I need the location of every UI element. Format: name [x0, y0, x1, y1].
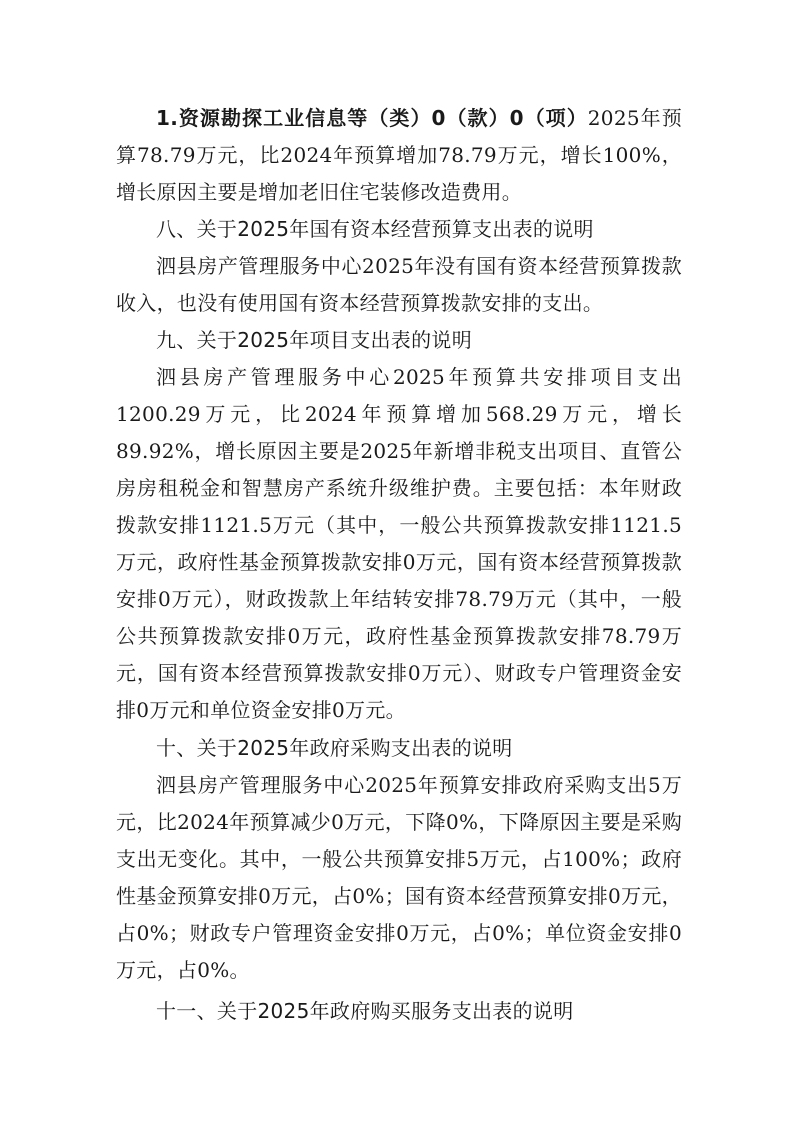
section11-heading: 十一、关于2025年政府购买服务支出表的说明	[156, 999, 574, 1023]
section8-heading: 八、关于2025年国有资本经营预算支出表的说明	[156, 217, 594, 241]
item1-body: 2025年预算78.79万元，比2024年预算增加78.79万元，增长100%，增长原因主要是增加老旧住宅装修改造费用。	[116, 106, 682, 204]
section10-paragraph: 泗县房产管理服务中心2025年预算安排政府采购支出5万元，比2024年预算减少0万元，下降0%，下降原因主要是采购支出无变化。其中，一般公共预算安排5万元，占100%；政府性基金预算安排0万元，占0%；国有资本经营预算安排0万元，占0%；财政专户管理资金安排0万元，占0%；单位资金安排0万元，占0%。	[116, 773, 682, 982]
item1-paragraph	[116, 100, 682, 211]
section8-paragraph: 泗县房产管理服务中心2025年没有国有资本经营预算拨款收入，也没有使用国有资本经营预算拨款安排的支出。	[116, 254, 682, 315]
section9-paragraph: 泗县房产管理服务中心2025年预算共安排项目支出1200.29万元，比2024年预算增加568.29万元，增长89.92%，增长原因主要是2025年新增非税支出项目、直管公房房租税金和智慧房产系统升级维护费。主要包括：本年财政拨款安排1121.5万元（其中，一般公共预算拨款安排1121.5万元，政府性基金预算拨款安排0万元，国有资本经营预算拨款安排0万元），财政拨款上年结转安排78.79万元（其中，一般公共预算拨款安排0万元，政府性基金预算拨款安排78.79万元，国有资本经营预算拨款安排0万元）、财政专户管理资金安排0万元和单位资金安排0万元。	[116, 365, 682, 722]
section10-heading: 十、关于2025年政府采购支出表的说明	[156, 736, 513, 760]
item1-lead: 1.资源勘探工业信息等（类）0（款）0（项）	[156, 106, 588, 130]
section9-heading: 九、关于2025年项目支出表的说明	[156, 328, 472, 352]
